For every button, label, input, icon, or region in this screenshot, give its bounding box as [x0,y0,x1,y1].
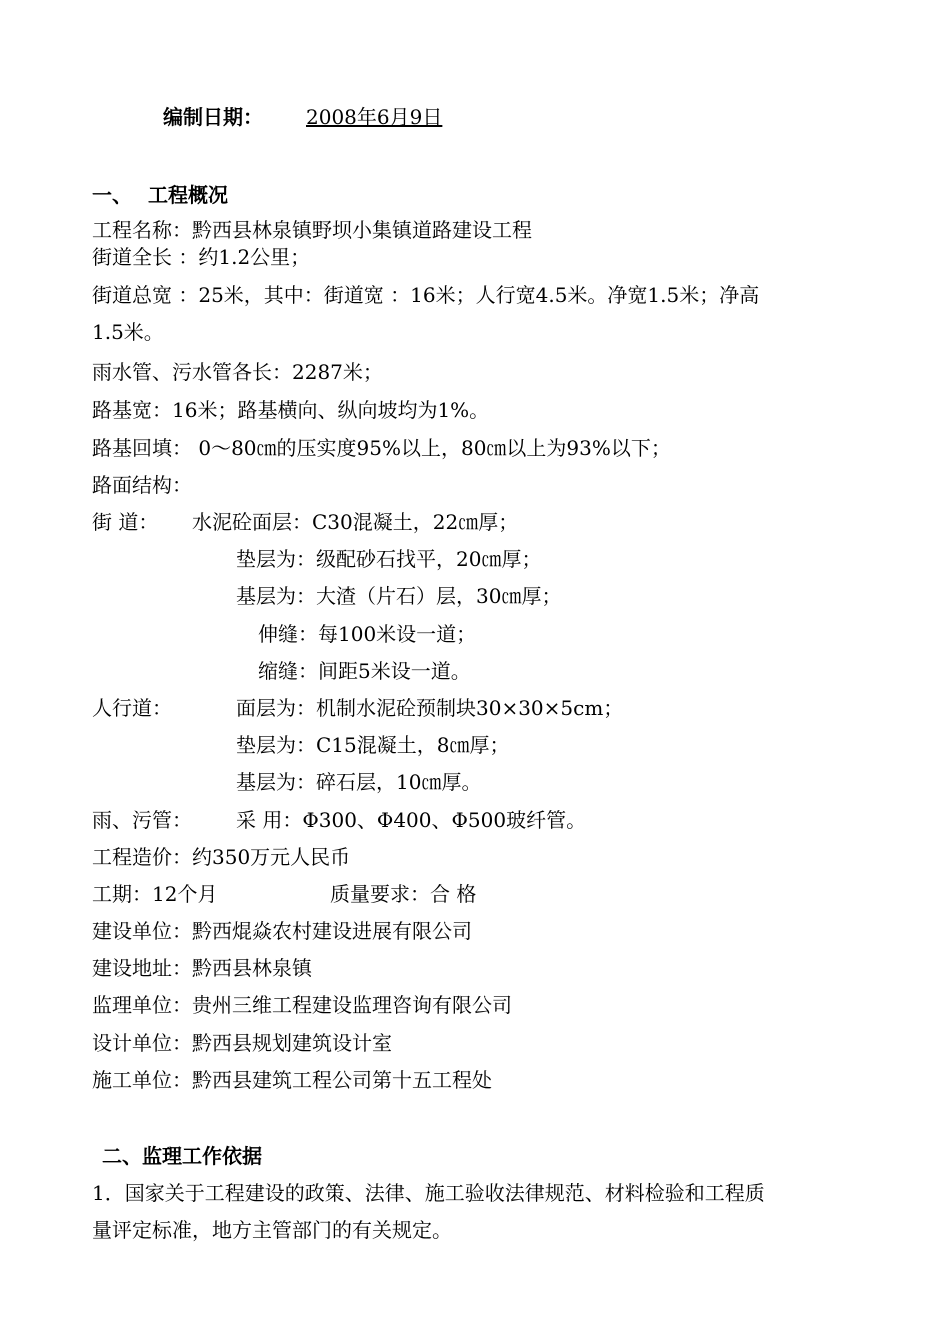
builder-unit: 建设单位：黔西焜焱农村建设进展有限公司 [92,919,472,943]
pipes-length: 雨水管、污水管各长：2287米； [92,360,383,384]
section2-heading: 二、监理工作依据 [102,1144,262,1168]
pavement-structure: 路面结构： [92,473,192,497]
section1-heading-title: 工程概况 [148,183,228,207]
street-expansion-joint: 伸缝：每100米设一道； [258,622,477,646]
project-name: 工程名称：黔西县林泉镇野坝小集镇道路建设工程 [92,218,532,242]
roadbed-width: 路基宽：16米；路基横向、纵向坡均为1%。 [92,398,490,422]
street-width-line2: 1.5米。 [92,320,164,344]
project-duration: 工期：12个月 [92,882,218,906]
sidewalk-label: 人行道： [92,696,172,720]
compile-date-label: 编制日期： [163,105,263,129]
street-contraction-joint: 缩缝：间距5米设一道。 [258,659,471,683]
section2-item1-line2: 量评定标准，地方主管部门的有关规定。 [92,1218,452,1242]
pipe-spec: 采 用：Φ300、Φ400、Φ500玻纤管。 [236,808,587,832]
street-surface: 水泥砼面层：C30混凝土，22㎝厚； [192,510,519,534]
section2-item1-line1: 1．国家关于工程建设的政策、法律、施工验收法律规范、材料检验和工程质 [92,1181,765,1205]
project-cost: 工程造价：约350万元人民币 [92,845,351,869]
section1-heading-number: 一、 [92,183,132,207]
street-label: 街 道： [92,510,159,534]
street-cushion: 垫层为：级配砂石找平，20㎝厚； [236,547,542,571]
roadbed-fill: 路基回填： 0～80㎝的压实度95%以上，80㎝以上为93%以下； [92,436,671,460]
pipe-label: 雨、污管： [92,808,192,832]
street-length: 街道全长 ：约1.2公里； [92,245,311,269]
build-address: 建设地址：黔西县林泉镇 [92,956,312,980]
sidewalk-surface: 面层为：机制水泥砼预制块30×30×5cm； [236,696,624,720]
contractor-unit: 施工单位：黔西县建筑工程公司第十五工程处 [92,1068,492,1092]
street-width-line1: 街道总宽 ：25米，其中：街道宽 ：16米；人行宽4.5米。净宽1.5米；净高 [92,283,760,307]
compile-date-value: 2008年6月9日 [306,105,443,129]
designer-unit: 设计单位：黔西县规划建筑设计室 [92,1031,392,1055]
street-base: 基层为：大渣（片石）层，30㎝厚； [236,584,562,608]
sidewalk-cushion: 垫层为：C15混凝土，8㎝厚； [236,733,510,757]
supervisor-unit: 监理单位：贵州三维工程建设监理咨询有限公司 [92,993,512,1017]
quality-requirement: 质量要求：合 格 [330,882,477,906]
sidewalk-base: 基层为：碎石层，10㎝厚。 [236,770,482,794]
